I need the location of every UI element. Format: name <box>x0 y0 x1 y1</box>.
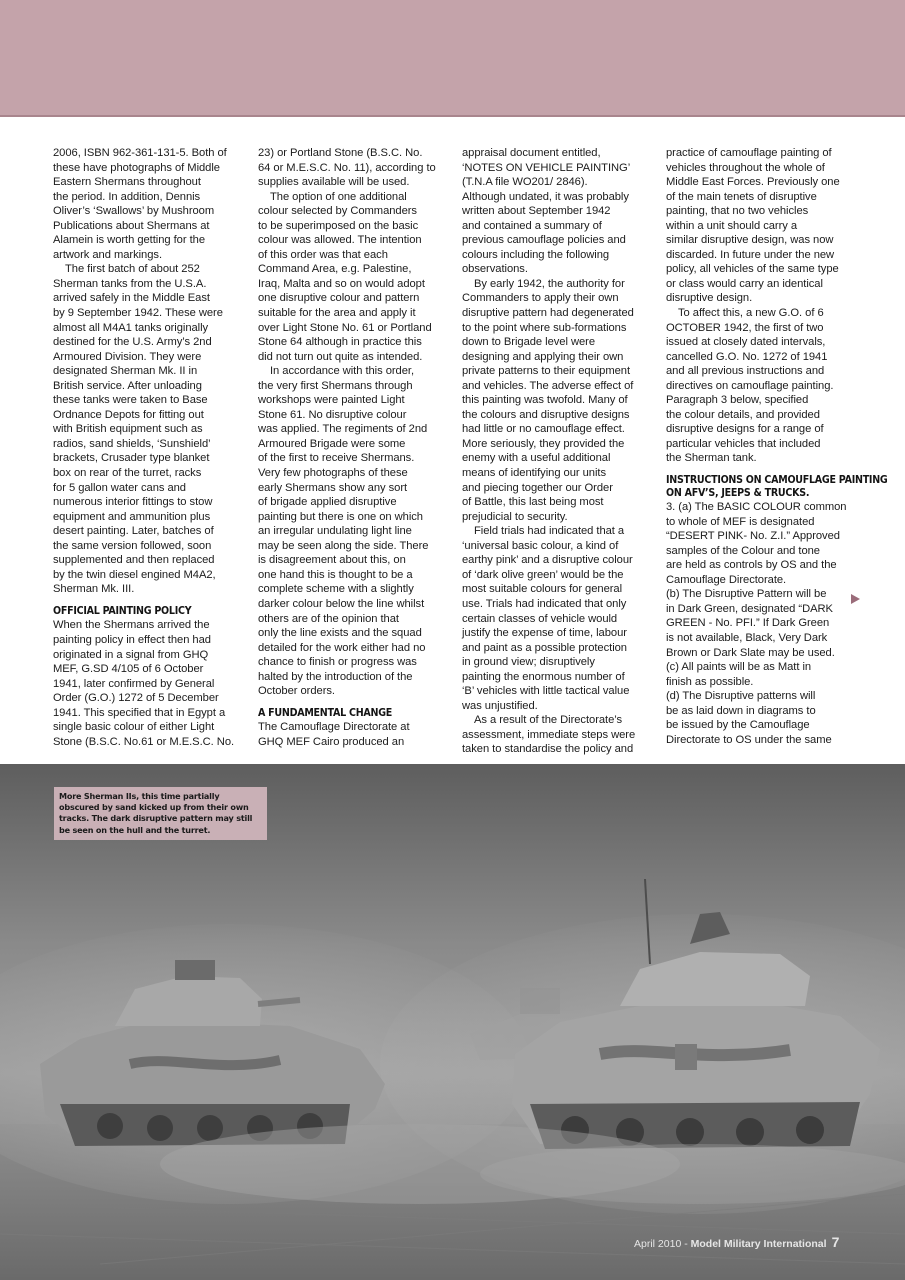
text-line: issued at closely dated intervals, <box>666 336 826 349</box>
text-line: use. Trials had indicated that only <box>462 597 627 610</box>
text-line: desert painting. Later, batches of <box>53 525 214 538</box>
continue-arrow-icon[interactable] <box>851 594 860 604</box>
text-line: assessment, immediate steps were <box>462 728 636 741</box>
text-line: one hand this is thought to be a <box>258 568 413 581</box>
text-line: policy, all vehicles of the same type <box>666 263 839 276</box>
text-line: 1941. This specified that in Egypt a <box>53 706 226 719</box>
text-line: of brigade applied disruptive <box>258 496 397 509</box>
text-line: Sherman Mk. III. <box>53 583 135 596</box>
text-line: originated in a signal from GHQ <box>53 648 209 661</box>
text-line: directives on camouflage painting. <box>666 379 834 392</box>
text-line: cancelled G.O. No. 1272 of 1941 <box>666 350 828 363</box>
text-line: The option of one additional <box>270 190 407 203</box>
text-line: be issued by the Camouflage <box>666 719 810 732</box>
text-line: box on rear of the turret, racks <box>53 467 202 480</box>
photo-caption: More Sherman IIs, this time partially obscured by sand kicked up from their own tracks. The dark disruptive pattern may still be seen on the hull and the turret. <box>54 787 267 840</box>
footer-date: April 2010 - <box>634 1238 691 1250</box>
paragraph <box>53 146 239 262</box>
text-line: supplies available will be used. <box>258 176 410 189</box>
text-line: By early 1942, the authority for <box>474 277 625 290</box>
text-line: Camouflage Directorate. <box>666 573 787 586</box>
paragraph <box>462 524 648 713</box>
article-body <box>0 146 905 758</box>
text-line: 3. (a) The BASIC COLOUR common <box>666 501 847 514</box>
text-line: disruptive designs for a range of <box>666 423 824 436</box>
text-line: enemy with a useful additional <box>462 452 611 465</box>
text-line: private patterns to their equipment <box>462 365 631 378</box>
text-line: to the point where sub-formations <box>462 321 627 334</box>
text-line: finish as possible. <box>666 675 754 688</box>
text-line: Field trials had indicated that a <box>474 525 625 538</box>
text-line: Eastern Shermans throughout <box>53 176 201 189</box>
text-line: British service. After unloading <box>53 379 202 392</box>
text-line: one disruptive colour and pattern <box>258 292 420 305</box>
text-line: Paragraph 3 below, specified <box>666 394 809 407</box>
text-line: supplemented and then replaced <box>53 554 215 567</box>
text-line: down to Brigade level were <box>462 336 596 349</box>
text-line: When the Shermans arrived the <box>53 619 210 632</box>
text-line: the same version followed, soon <box>53 539 212 552</box>
tank-photograph <box>0 764 905 1280</box>
text-line: or class would carry an identical <box>666 277 823 290</box>
text-line: and paint as a possible protection <box>462 641 627 654</box>
text-line: observations. <box>462 263 528 276</box>
text-line: OCTOBER 1942, the first of two <box>666 321 824 334</box>
text-line: discarded. In future under the new <box>666 248 835 261</box>
text-line: earthy pink’ and a disruptive colour <box>462 554 633 567</box>
text-line: Sherman tanks from the U.S.A. <box>53 277 207 290</box>
text-line: 2006, ISBN 962-361-131-5. Both of <box>53 147 227 159</box>
text-line: designated Sherman Mk. II in <box>53 365 198 378</box>
paragraph <box>53 618 239 749</box>
text-line: Iraq, Malta and so on would adopt <box>258 277 425 290</box>
text-line: the very first Shermans through <box>258 379 413 392</box>
text-line: to whole of MEF is designated <box>666 515 815 528</box>
text-line: and piecing together our Order <box>462 481 613 494</box>
text-line: was applied. The regiments of 2nd <box>258 423 428 436</box>
text-line: Brown or Dark Slate may be used. <box>666 646 835 659</box>
text-line: colours including the following <box>462 248 610 261</box>
text-line: and contained a summary of <box>462 219 602 232</box>
text-line: written about September 1942 <box>462 205 611 218</box>
text-line: others are of the opinion that <box>258 612 399 625</box>
text-line: an irregular undulating light line <box>258 525 412 538</box>
text-line: almost all M4A1 tanks originally <box>53 321 209 334</box>
text-line: radios, sand shields, ‘Sunshield’ <box>53 437 211 450</box>
text-line: (d) The Disruptive patterns will <box>666 690 816 703</box>
text-line: (b) The Disruptive Pattern will be <box>666 588 827 601</box>
text-line: Oliver’s ‘Swallows’ by Mushroom <box>53 205 215 218</box>
text-line: of Battle, this last being most <box>462 496 604 509</box>
text-line: did not turn out quite as intended. <box>258 350 423 363</box>
text-line: of the first to receive Shermans. <box>258 452 415 465</box>
heading-line: ON AFV’S, JEEPS & TRUCKS. <box>666 486 810 499</box>
text-line: Ordnance Depots for fitting out <box>53 408 204 421</box>
article-column-3 <box>462 146 648 757</box>
text-line: the Sherman tank. <box>666 452 757 465</box>
text-line: this painting was twofold. Many of <box>462 394 628 407</box>
section-heading <box>666 474 888 499</box>
text-line: destined for the U.S. Army’s 2nd <box>53 336 212 349</box>
text-line: artwork and markings. <box>53 248 163 261</box>
text-line: the colour details, and provided <box>666 408 820 421</box>
text-line: colour selected by Commanders <box>258 205 417 218</box>
text-line: had little or no camouflage effect. <box>462 423 625 436</box>
text-line: painting, that no two vehicles <box>666 205 809 218</box>
text-line: and all previous instructions and <box>666 365 825 378</box>
text-line: is disagreement about this, on <box>258 554 406 567</box>
text-line: brackets, Crusader type blanket <box>53 452 210 465</box>
text-line: are held as controls by OS and the <box>666 559 837 572</box>
text-line: Stone 61. No disruptive colour <box>258 408 407 421</box>
text-line: chance to finish or progress was <box>258 656 417 669</box>
text-line: be as laid down in diagrams to <box>666 704 816 717</box>
text-line: disruptive pattern had degenerated <box>462 307 634 320</box>
heading-line: INSTRUCTIONS ON CAMOUFLAGE PAINTING <box>666 474 888 487</box>
page-footer <box>634 1234 839 1250</box>
text-line: Armoured Brigade were some <box>258 437 406 450</box>
text-line: MEF, G.SD 4/105 of 6 October <box>53 663 204 676</box>
text-line: taken to standardise the policy and <box>462 743 634 756</box>
text-line: More seriously, they provided the <box>462 437 625 450</box>
text-line: painting but there is one on which <box>258 510 423 523</box>
text-line: painting the enormous number of <box>462 670 625 683</box>
text-line: of this order was that each <box>258 248 388 261</box>
text-line: particular vehicles that included <box>666 437 821 450</box>
paragraph <box>462 277 648 524</box>
text-line: similar disruptive design, was now <box>666 234 834 247</box>
text-line: of ‘dark olive green’ would be the <box>462 568 624 581</box>
text-line: within a unit should carry a <box>666 219 798 232</box>
text-line: Alamein is worth getting for the <box>53 234 205 247</box>
text-line: over Light Stone No. 61 or Portland <box>258 321 432 334</box>
paragraph <box>666 306 852 466</box>
text-line: The first batch of about 252 <box>65 263 200 276</box>
paragraph <box>53 262 239 597</box>
text-line: single basic colour of either Light <box>53 721 215 734</box>
text-line: Although undated, it was probably <box>462 190 629 203</box>
paragraph <box>666 146 852 306</box>
text-line: Stone (B.S.C. No.61 or M.E.S.C. No. <box>53 735 235 748</box>
text-line: numerous interior fittings to stow <box>53 496 213 509</box>
text-line: As a result of the Directorate’s <box>474 714 623 727</box>
text-line: colour was allowed. The intention <box>258 234 422 247</box>
text-line: was unjustified. <box>462 699 538 712</box>
text-line: samples of the Colour and tone <box>666 544 820 557</box>
text-line: early Shermans show any sort <box>258 481 408 494</box>
header-band <box>0 0 905 117</box>
text-line: of the main tenets of disruptive <box>666 190 817 203</box>
section-heading: OFFICIAL PAINTING POLICY <box>53 604 192 617</box>
paragraph <box>258 364 444 699</box>
text-line: GREEN - No. PFI.” If Dark Green <box>666 617 830 630</box>
text-line: in ground view; disruptively <box>462 656 595 669</box>
text-line: is not available, Black, Very Dark <box>666 631 828 644</box>
text-line: with British equipment such as <box>53 423 203 436</box>
text-line: appraisal document entitled, <box>462 147 601 159</box>
paragraph <box>462 146 648 277</box>
paragraph <box>666 500 852 747</box>
text-line: GHQ MEF Cairo produced an <box>258 735 405 748</box>
article-column-1 <box>53 146 239 749</box>
text-line: (T.N.A file WO201/ 2846). <box>462 176 588 189</box>
text-line: complete scheme with a slightly <box>258 583 414 596</box>
text-line: Very few photographs of these <box>258 467 408 480</box>
text-line: Order (G.O.) 1272 of 5 December <box>53 692 219 705</box>
text-line: ‘NOTES ON VEHICLE PAINTING’ <box>462 161 631 174</box>
page-number: 7 <box>831 1234 840 1250</box>
text-line: for 5 gallon water cans and <box>53 481 186 494</box>
text-line: the colours and disruptive designs <box>462 408 630 421</box>
text-line: practice of camouflage painting of <box>666 147 832 159</box>
text-line: Armoured Division. They were <box>53 350 202 363</box>
text-line: vehicles throughout the whole of <box>666 161 825 174</box>
text-line: 64 or M.E.S.C. No. 11), according to <box>258 161 436 174</box>
text-line: the period. In addition, Dennis <box>53 190 201 203</box>
text-line: (c) All paints will be as Matt in <box>666 661 812 674</box>
text-line: these have photographs of Middle <box>53 161 220 174</box>
text-line: equipment and ammunition plus <box>53 510 211 523</box>
text-line: suitable for the area and apply it <box>258 307 416 320</box>
text-line: these tanks were taken to Base <box>53 394 208 407</box>
text-line: designing and applying their own <box>462 350 624 363</box>
text-line: Command Area, e.g. Palestine, <box>258 263 412 276</box>
footer-magazine: Model Military International <box>690 1238 827 1250</box>
text-line: workshops were painted Light <box>258 394 405 407</box>
text-line: 23) or Portland Stone (B.S.C. No. <box>258 147 423 159</box>
section-heading: A FUNDAMENTAL CHANGE <box>258 706 393 719</box>
text-line: The Camouflage Directorate at <box>258 721 410 734</box>
text-line: and vehicles. The adverse effect of <box>462 379 634 392</box>
text-line: disruptive design. <box>666 292 753 305</box>
text-line: justify the expense of time, labour <box>462 627 627 640</box>
text-line: halted by the introduction of the <box>258 670 413 683</box>
article-column-2 <box>258 146 444 749</box>
text-line: arrived safely in the Middle East <box>53 292 210 305</box>
paragraph <box>258 190 444 365</box>
text-line: means of identifying our units <box>462 467 607 480</box>
text-line: painting policy in effect then had <box>53 634 211 646</box>
text-line: to be superimposed on the basic <box>258 219 419 232</box>
text-line: ‘B’ vehicles with little tactical value <box>462 685 630 698</box>
text-line: Commanders to apply their own <box>462 292 619 305</box>
text-line: in Dark Green, designated “DARK <box>666 602 833 615</box>
article-column-4 <box>666 146 888 747</box>
text-line: Publications about Shermans at <box>53 219 210 232</box>
text-line: only the line exists and the squad <box>258 627 422 640</box>
text-line: may be seen along the side. There <box>258 539 429 552</box>
text-line: by 9 September 1942. These were <box>53 307 223 320</box>
text-line: “DESERT PINK- No. Z.I.” Approved <box>666 530 840 543</box>
text-line: prejudicial to security. <box>462 510 568 523</box>
text-line: previous camouflage policies and <box>462 234 626 247</box>
text-line: most suitable colours for general <box>462 583 623 596</box>
text-line: Middle East Forces. Previously one <box>666 176 840 189</box>
text-line: October orders. <box>258 685 335 698</box>
text-line: In accordance with this order, <box>270 365 415 378</box>
text-line: certain classes of vehicle would <box>462 612 618 625</box>
text-line: darker colour below the line whilst <box>258 597 425 610</box>
text-line: Stone 64 although in practice this <box>258 336 422 349</box>
text-line: 1941, later confirmed by General <box>53 677 215 690</box>
text-line: by the twin diesel engined M4A2, <box>53 568 216 581</box>
text-line: ‘universal basic colour, a kind of <box>462 539 619 552</box>
text-line: Directorate to OS under the same <box>666 733 832 746</box>
paragraph <box>462 713 648 757</box>
paragraph <box>258 720 444 749</box>
text-line: detailed for the work either had no <box>258 641 426 654</box>
paragraph <box>258 146 444 190</box>
text-line: To affect this, a new G.O. of 6 <box>678 307 824 320</box>
